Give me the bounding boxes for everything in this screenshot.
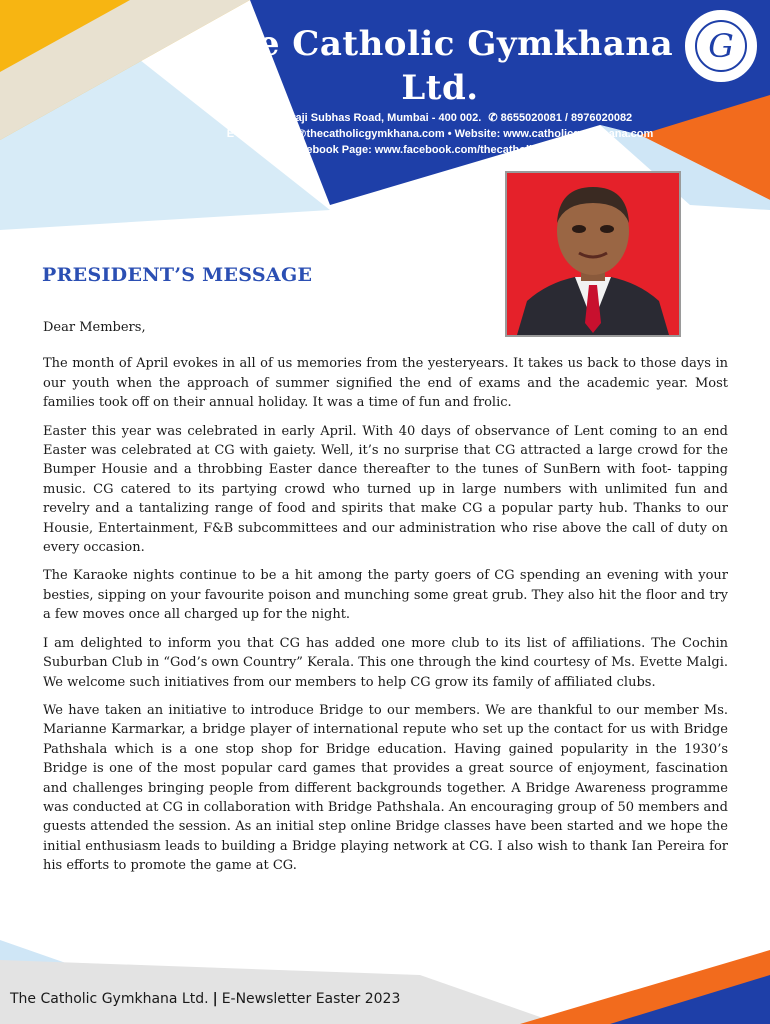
- section-title: PRESIDENT’S MESSAGE: [42, 264, 313, 286]
- president-photo: [505, 171, 681, 337]
- email-website-line: E-mail: office@thecatholicgymkhana.com • Website: www.catholicgymkhana.com: [226, 128, 654, 140]
- footer-org: The Catholic Gymkhana Ltd.: [10, 991, 209, 1007]
- address-line: [180, 110, 700, 126]
- footer-edition: E-Newsletter Easter 2023: [221, 991, 401, 1007]
- footer: [10, 991, 400, 1007]
- phone-text: 8655020081 / 8976020082: [500, 112, 633, 124]
- paragraph-april: The month of April evokes in all of us memories from the yesteryears. It takes us back to those days in our youth when the approach of summer signified the end of exams and the academic year. Most families took off on their annual holiday. It was a time of fun and frolic.: [43, 356, 728, 411]
- phone-icon: ✆: [488, 112, 498, 124]
- address-text: 47-A, Netaji Subhas Road, Mumbai - 400 002.: [247, 112, 482, 124]
- paragraph-karaoke: The Karaoke nights continue to be a hit among the party goers of CG spending an evening with your besties, sipping on your favourite poison and munching some great grub. They also hit the floor and try a few moves once all charged up for the night.: [43, 568, 728, 623]
- portrait-illustration: [507, 173, 679, 335]
- seal-monogram: G: [695, 20, 747, 72]
- salutation: Dear Members,: [43, 320, 146, 335]
- paragraph-easter: Easter this year was celebrated in early April. With 40 days of observance of Lent coming to an end Easter was celebrated at CG with gaiety. Well, it’s no surprise that CG attracted a large crowd for the Bumper Housie and a throbbing Easter dance thereafter to the tunes of SunBern with foot- tapping music. CG catered to its partying crowd who turned up in large numbers with unlimited fun and revelry and a tantalizing range of food and spirits that make CG a popular party hub. Thanks to our Housie, Entertainment, F&B subcommittees and our administration who rise above the call of duty on every occasion.: [43, 423, 728, 556]
- paragraph-affiliations: I am delighted to inform you that CG has added one more club to its list of affiliations. The Cochin Suburban Club in “God’s own Country” Kerala. This one through the kind courtesy of Ms. Evette Malgi. We welcome such initiatives from our members to help CG grow its family of affiliated clubs.: [43, 635, 728, 690]
- footer-separator: |: [212, 991, 218, 1007]
- facebook-line: Facebook Page: www.facebook.com/thecatholicgymkhana: [287, 144, 593, 156]
- org-title: The Catholic Gymkhana Ltd.: [206, 24, 674, 108]
- letterhead: [180, 22, 700, 158]
- message-body: [43, 318, 728, 885]
- paragraph-bridge: We have taken an initiative to introduce Bridge to our members. We are thankful to our member Ms. Marianne Karmarkar, a bridge player of international repute who set up the contact for us with Bridge Pathshala which is a one stop shop for Bridge education. Having gained popularity in the 1930’s Bridge is one of the most popular card games that provides a great source of enjoyment, fascination and challenges bringing people from different backgrounds together. A Bridge Awareness programme was conducted at CG in collaboration with Bridge Pathshala. An encouraging group of 50 members and guests attended the session. As an initial step online Bridge classes have been started and we hope the initial enthusiasm leads to building a Bridge playing network at CG. I also wish to thank Ian Pereira for his efforts to promote the game at CG.: [43, 702, 728, 874]
